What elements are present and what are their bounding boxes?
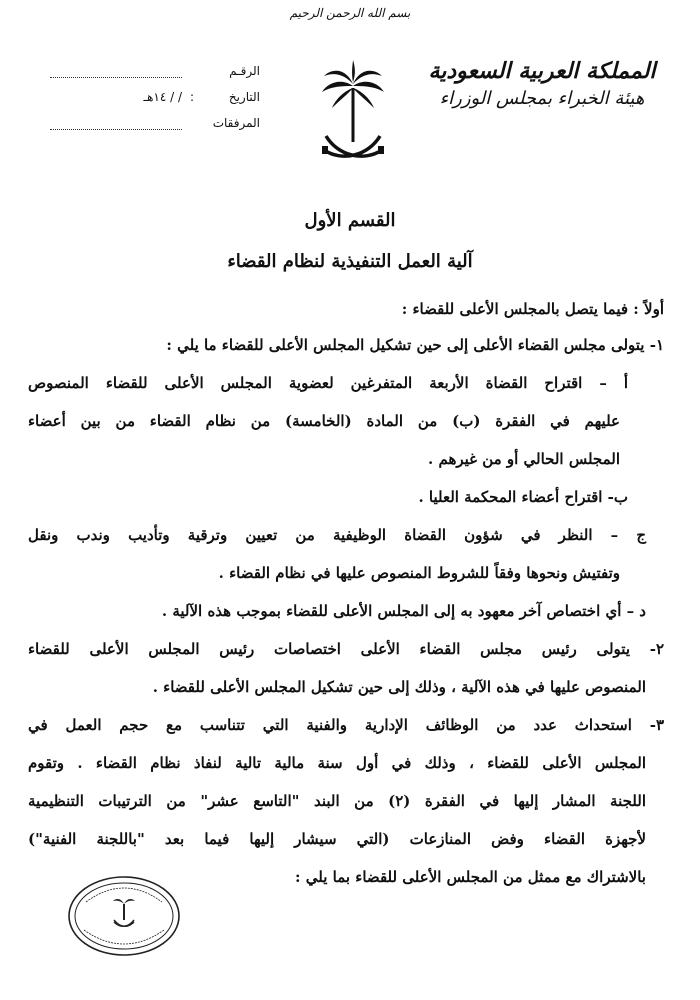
- date-label: التاريخ: [228, 90, 260, 104]
- attachments-row: [50, 116, 260, 142]
- attachments-label: المرفقات: [212, 116, 260, 130]
- body-line: لأجهزة القضاء وفض المنازعات (التي سيشار إليها فيما بعد "باللجنة الفنية"): [28, 830, 646, 848]
- date-value: / / ١٤هـ: [143, 90, 182, 104]
- section-title: القسم الأول: [304, 210, 396, 231]
- official-seal-stamp-icon: [66, 874, 182, 958]
- subject-title: آلية العمل التنفيذية لنظام القضاء: [227, 251, 473, 272]
- body-line: وتفتيش ونحوها وفقاً للشروط المنصوص عليها في نظام القضاء .: [218, 564, 620, 582]
- palm-swords-emblem-icon: [318, 58, 388, 168]
- body-line: أ – اقتراح القضاة الأربعة المتفرغين لعضوية المجلس الأعلى للقضاء المنصوص: [28, 374, 628, 392]
- body-line: بالاشتراك مع ممثل من المجلس الأعلى للقضاء بما يلي :: [295, 868, 646, 886]
- date-row: التاريخ : / / ١٤هـ: [50, 90, 260, 116]
- reference-line: [50, 77, 182, 78]
- body-line: ج – النظر في شؤون القضاة الوظيفية من تعيين وترقية وتأديب وندب ونقل: [28, 526, 646, 544]
- body-line: أولاً : فيما يتصل بالمجلس الأعلى للقضاء :: [401, 300, 664, 318]
- body-line: د – أي اختصاص آخر معهود به إلى المجلس الأعلى للقضاء بموجب هذه الآلية .: [161, 602, 646, 620]
- org-country: المملكة العربية السعودية: [428, 58, 656, 84]
- body-line: عليهم في الفقرة (ب) من المادة (الخامسة) من نظام القضاء من بين أعضاء: [28, 412, 620, 430]
- document-metadata: [50, 64, 260, 142]
- org-body: هيئة الخبراء بمجلس الوزراء: [439, 88, 645, 109]
- body-line: المنصوص عليها في هذه الآلية ، وذلك إلى حين تشكيل المجلس الأعلى للقضاء .: [152, 678, 646, 696]
- body-line: المجلس الحالي أو من غيرهم .: [428, 450, 620, 468]
- body-line: ٣- استحداث عدد من الوظائف الإدارية والفنية التي تتناسب مع حجم العمل في: [28, 716, 664, 734]
- document-body: [28, 296, 664, 902]
- organization-header: [412, 56, 672, 112]
- reference-label: الرقـم: [229, 64, 260, 78]
- attachments-line: [50, 129, 182, 130]
- bismillah-heading: بسم الله الرحمن الرحيم: [289, 6, 411, 20]
- body-line: ٢- يتولى رئيس مجلس القضاء الأعلى اختصاصات رئيس المجلس الأعلى للقضاء: [28, 640, 664, 658]
- body-line: المجلس الأعلى للقضاء ، وذلك في أول سنة مالية تالية لنفاذ نظام القضاء . وتقوم: [28, 754, 646, 772]
- reference-row: [50, 64, 260, 90]
- body-line: اللجنة المشار إليها في الفقرة (٢) من البند "التاسع عشر" من الترتيبات التنظيمية: [28, 792, 646, 810]
- body-line: ب- اقتراح أعضاء المحكمة العليا .: [418, 488, 628, 506]
- body-line: ١- يتولى مجلس القضاء الأعلى إلى حين تشكيل المجلس الأعلى للقضاء ما يلي :: [166, 336, 664, 354]
